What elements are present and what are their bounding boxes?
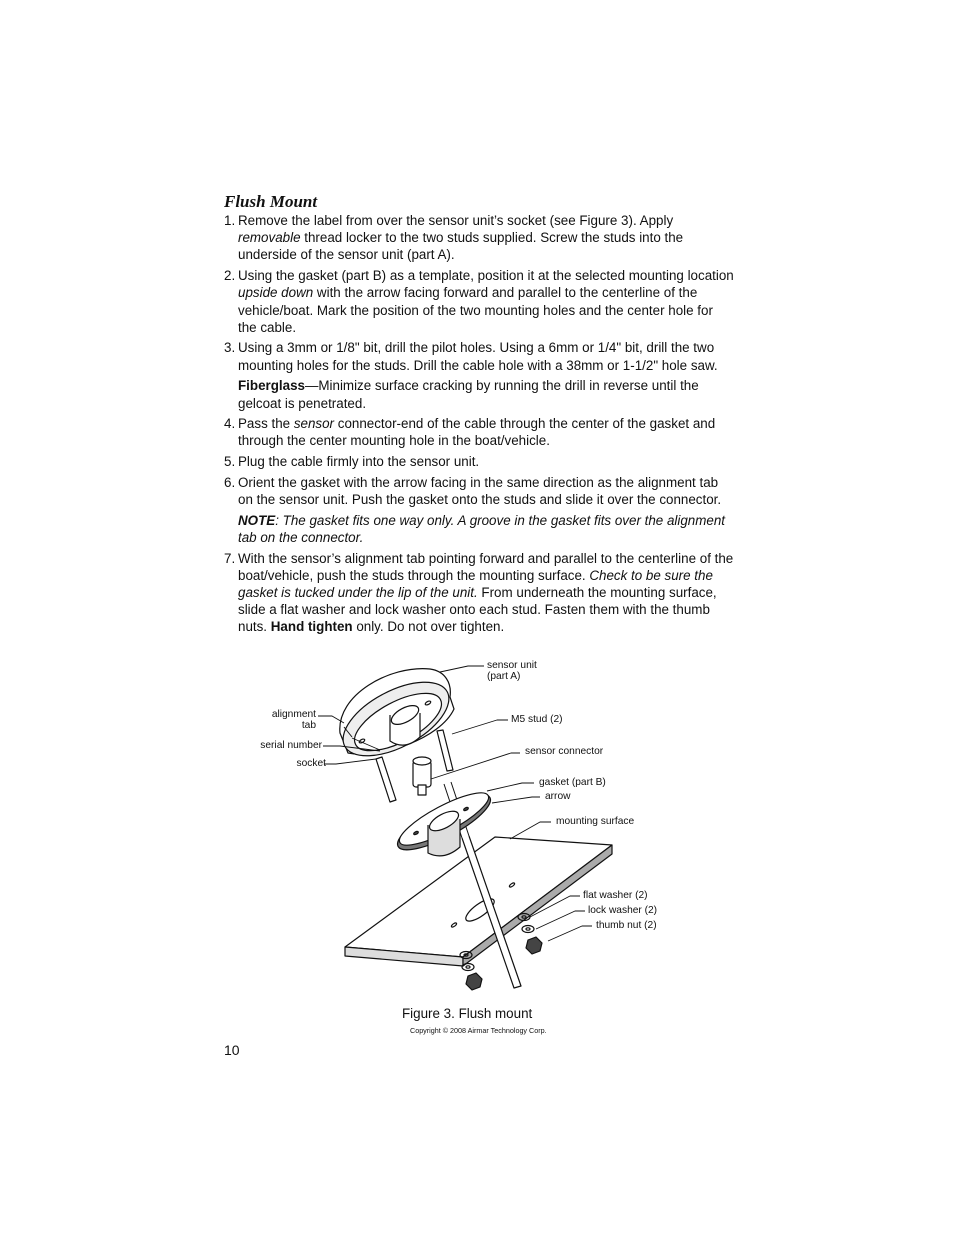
step-text: Pass the sensor connector-end of the cable through the center of the gasket and through the center mounting hole in the boat/vehicle. [238,416,716,449]
flush-mount-figure [240,655,680,1000]
label-m5-stud: M5 stud (2) [511,714,563,725]
instruction-step-7 [224,550,734,636]
step-number: 5. [224,454,236,470]
copyright-notice: Copyright © 2008 Airmar Technology Corp. [410,1026,547,1035]
label-gasket: gasket (part B) [539,777,606,788]
step-number: 2. [224,268,236,284]
fiberglass-note: Fiberglass—Minimize surface cracking by running the drill in reverse until the gelcoat is penetrated. [238,378,699,411]
label-flat-washer: flat washer (2) [583,890,648,901]
section-title: Flush Mount [224,192,318,211]
label-serial-number: serial number [260,740,322,751]
exploded-assembly-drawing [240,655,680,1000]
instruction-list [224,212,734,639]
label-sensor-unit: sensor unit (part A) [487,660,537,682]
mounting-surface-plate [345,837,612,966]
instruction-step-6 [224,474,734,546]
label-mounting-surface: mounting surface [556,816,635,827]
step-text: Using a 3mm or 1/8" bit, drill the pilot holes. Using a 6mm or 1/4" bit, drill the two mounting holes for the studs. Drill the cable hole with a 38mm or 1-1/2" hole saw. [238,340,718,373]
instruction-step-3 [224,339,734,411]
label-thumb-nut: thumb nut (2) [596,920,657,931]
step-number: 4. [224,416,236,432]
instruction-step-2 [224,267,734,336]
step-text: Remove the label from over the sensor unit’s socket (see Figure 3). Apply removable thread locker to the two studs supplied. Screw the studs into the underside of the sensor unit (part A). [238,213,684,263]
label-sensor-connector: sensor connector [525,746,604,757]
step-number: 1. [224,213,236,228]
step-text: Plug the cable firmly into the sensor unit. [238,454,480,470]
instruction-step-4 [224,415,734,449]
step-text: With the sensor’s alignment tab pointing forward and parallel to the centerline of the boat/vehicle, push the studs through the mounting surface. Check to be sure the gasket is tucked under the lip of the unit. From underneath the mounting surface, slide a flat washer and lock washer onto each stud. Fasten them with the thumb nuts. Hand tighten only. Do not over tighten. [238,550,734,635]
label-socket: socket [296,758,326,769]
figure-caption: Figure 3. Flush mount [402,1006,533,1021]
page-number: 10 [224,1042,240,1058]
step-number: 3. [224,340,236,356]
label-lock-washer: lock washer (2) [588,905,658,916]
instruction-step-5 [224,453,734,470]
step-text: Orient the gasket with the arrow facing in the same direction as the alignment tab on the sensor unit. Push the gasket onto the studs and slide it over the connector. [238,474,722,508]
instruction-step-1 [224,212,734,264]
sensor-unit-part-a [332,667,461,771]
step-text: Using the gasket (part B) as a template, position it at the selected mounting location upside down with the arrow facing forward and parallel to the centerline of the vehicle/boat. Mark the position of the two mounting holes and the center hole for the cable. [238,268,734,335]
label-arrow: arrow [545,791,571,802]
step-number: 7. [224,550,236,566]
sensor-connector [413,757,431,795]
gasket-note: NOTE: The gasket fits one way only. A groove in the gasket fits over the alignment tab on the connector. [238,512,726,545]
label-alignment-tab: alignment tab [271,709,316,731]
step-number: 6. [224,474,236,490]
